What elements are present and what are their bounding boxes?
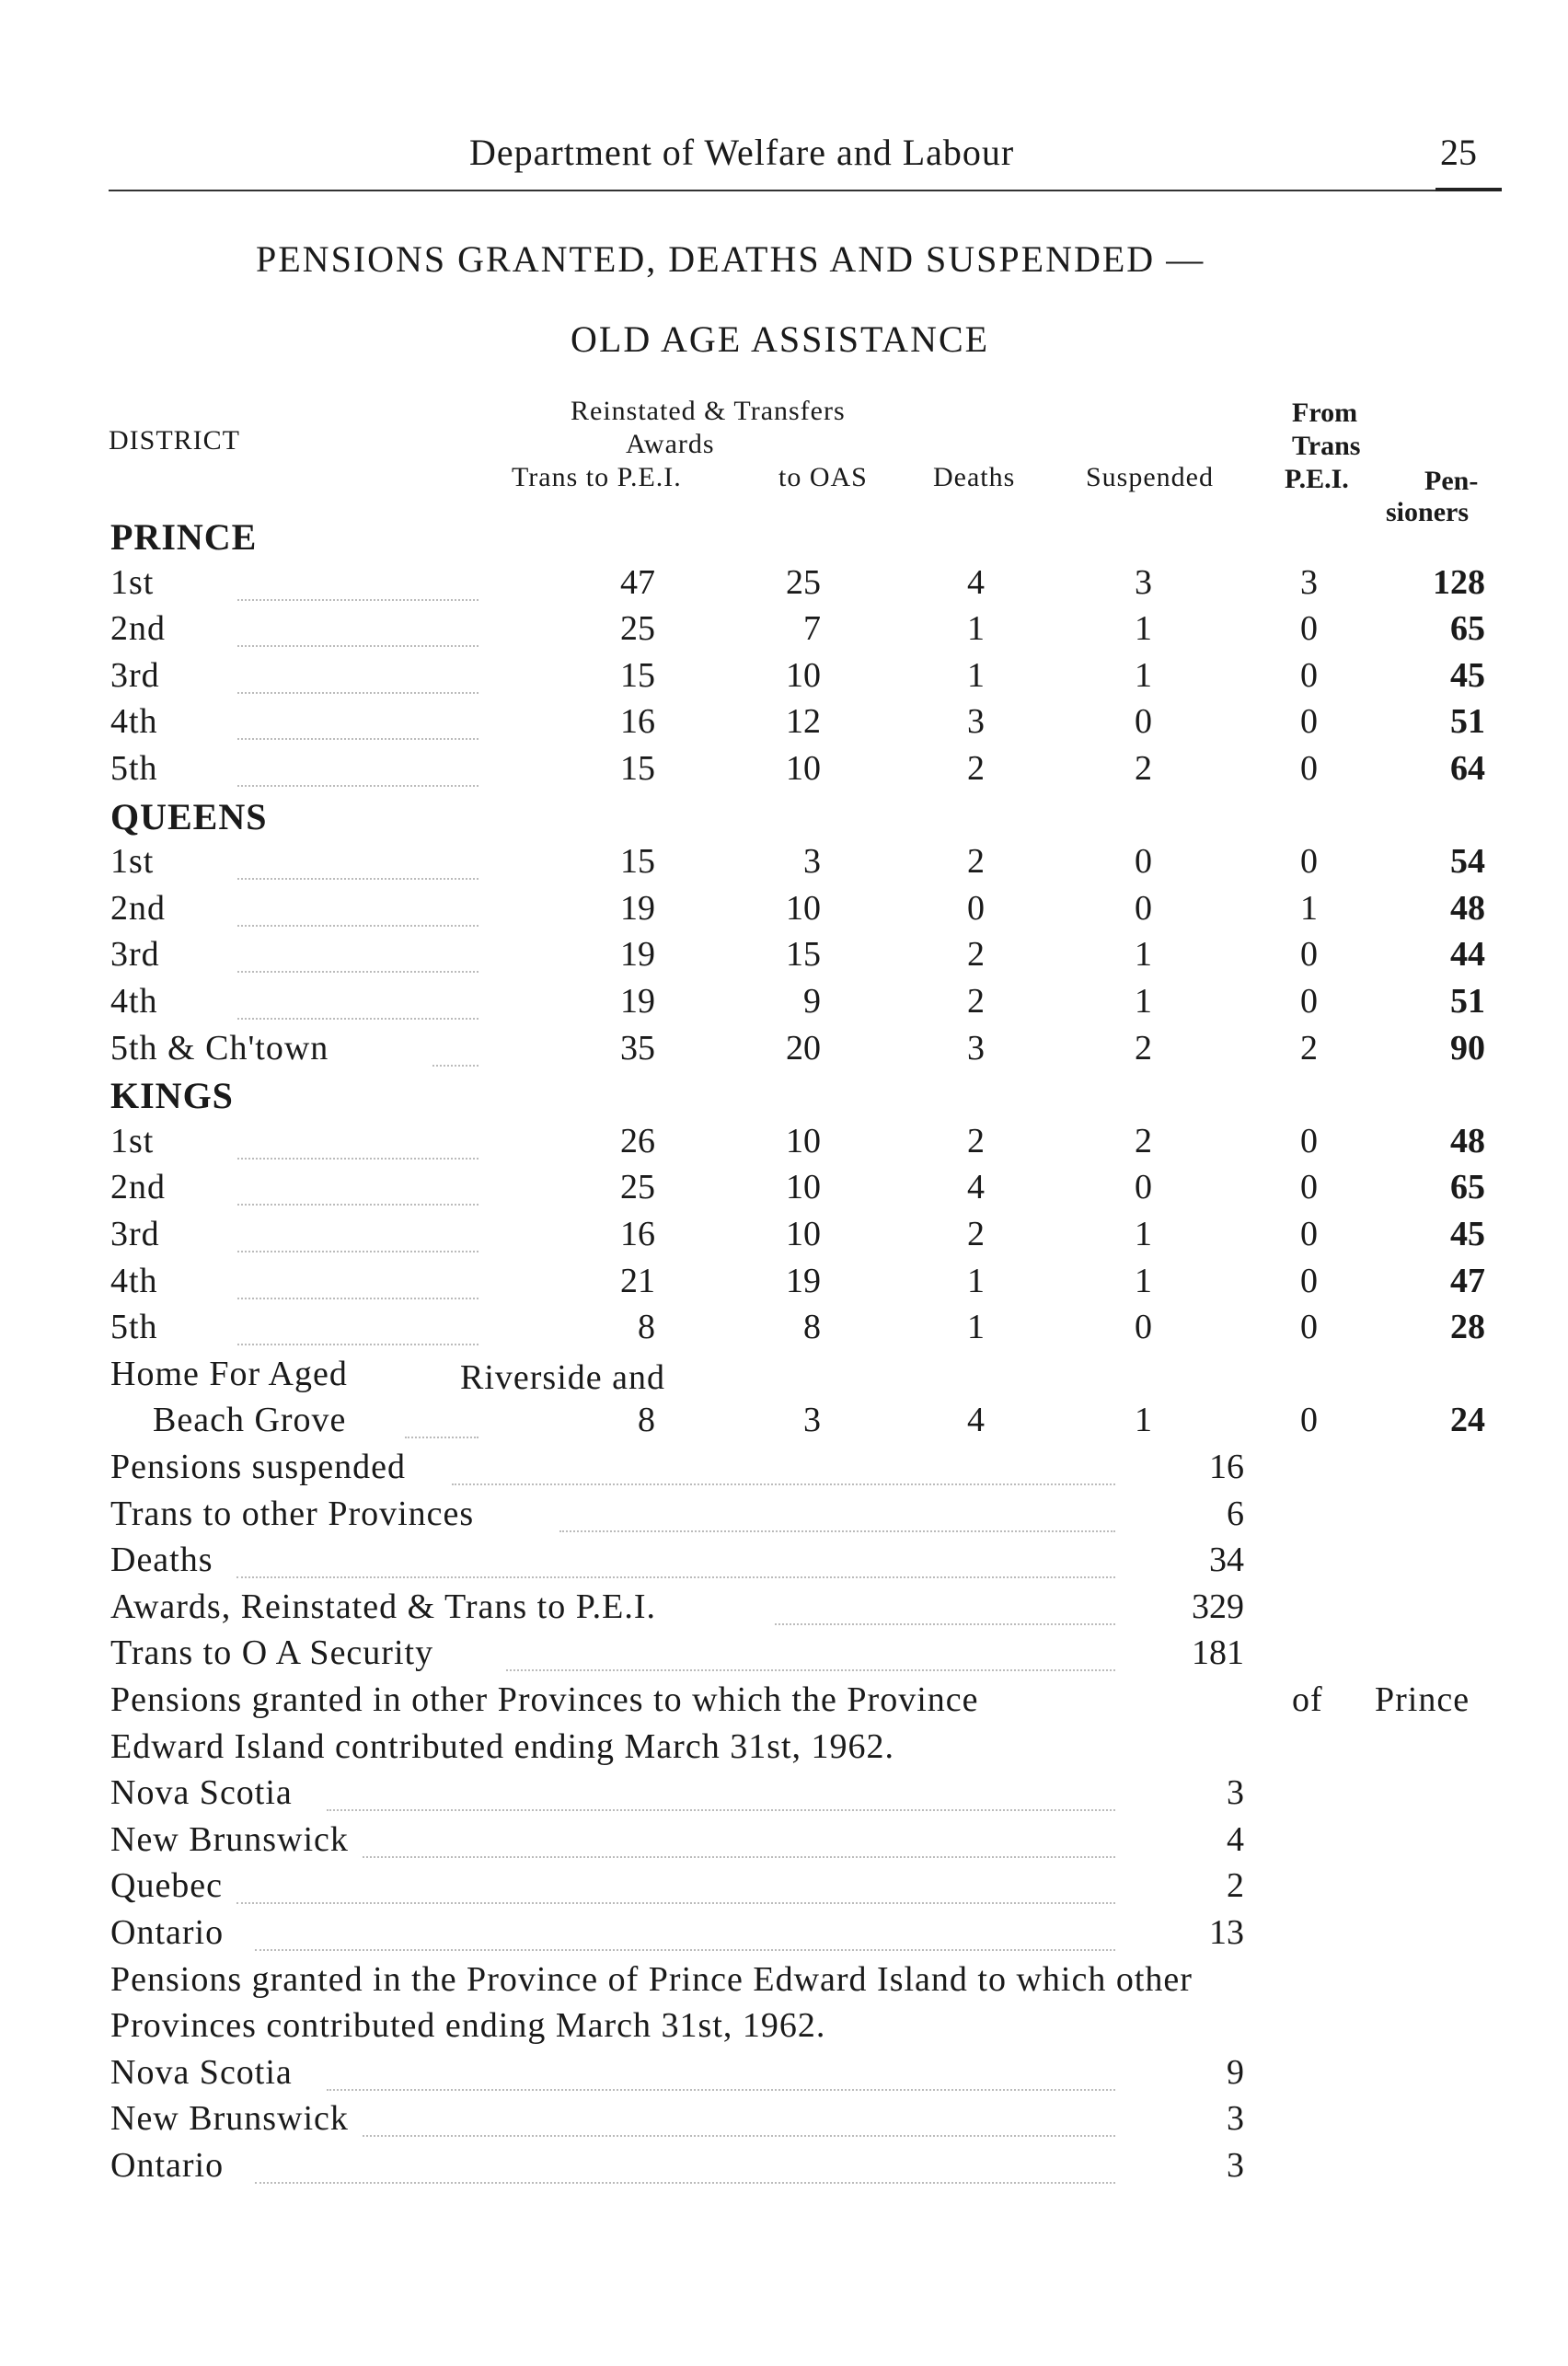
table-cell: 0 xyxy=(1300,702,1318,742)
leader-dots xyxy=(237,878,478,880)
leader-dots xyxy=(363,2135,1116,2137)
column-header-group: Reinstated & Transfers xyxy=(571,396,846,426)
table-cell: 48 xyxy=(1450,888,1485,928)
column-header-to-oas: to OAS xyxy=(778,462,868,492)
table-cell: 16 xyxy=(620,1215,655,1253)
section-heading: KINGS xyxy=(110,1075,234,1117)
table-cell: 1 xyxy=(967,655,985,695)
row-label: 2nd xyxy=(110,888,166,928)
table-cell: 0 xyxy=(1300,935,1318,975)
section-heading: PRINCE xyxy=(110,516,258,558)
table-cell: 0 xyxy=(1135,888,1152,928)
leader-dots xyxy=(327,1809,1116,1811)
table-cell: 19 xyxy=(620,982,655,1021)
summary-label: Trans to O A Security xyxy=(110,1633,434,1673)
paragraph-text: Provinces contributed ending March 31st, 1962. xyxy=(110,2006,826,2046)
row-label: 2nd xyxy=(110,609,166,649)
column-header-district: DISTRICT xyxy=(109,425,240,456)
table-cell: 0 xyxy=(1300,982,1318,1021)
summary-label: Ontario xyxy=(110,1913,225,1952)
table-cell: 10 xyxy=(786,655,821,695)
table-cell: 0 xyxy=(1135,702,1152,742)
table-cell: 2 xyxy=(967,1215,985,1253)
leader-dots xyxy=(237,738,478,740)
table-cell: 15 xyxy=(620,842,655,882)
table-cell: 9 xyxy=(803,982,821,1021)
table-cell: 2 xyxy=(1135,1121,1152,1160)
table-cell: 0 xyxy=(1300,1308,1318,1347)
row-label: 1st xyxy=(110,1121,155,1160)
table-cell: 0 xyxy=(1300,749,1318,788)
header-rule-accent xyxy=(1435,188,1502,191)
table-cell: 15 xyxy=(620,749,655,788)
column-header-pen: Pen- xyxy=(1424,466,1479,496)
leader-dots xyxy=(327,2089,1116,2091)
table-cell: 1 xyxy=(967,1261,985,1300)
leader-dots xyxy=(775,1623,1115,1625)
table-cell: 10 xyxy=(786,749,821,788)
summary-label: Awards, Reinstated & Trans to P.E.I. xyxy=(110,1587,657,1626)
summary-value: 9 xyxy=(1227,2052,1244,2092)
table-cell: 10 xyxy=(786,888,821,928)
table-cell: 0 xyxy=(1135,842,1152,882)
table-cell: 21 xyxy=(620,1261,655,1300)
leader-dots xyxy=(363,1856,1116,1858)
leader-dots xyxy=(432,1065,478,1067)
table-cell: 0 xyxy=(1300,1168,1318,1207)
table-cell: 45 xyxy=(1450,1215,1485,1253)
table-title-line1: PENSIONS GRANTED, DEATHS AND SUSPENDED — xyxy=(256,238,1205,280)
column-header-deaths: Deaths xyxy=(933,462,1016,492)
table-cell: 3 xyxy=(967,1028,985,1068)
table-cell: 128 xyxy=(1433,562,1485,602)
row-label: 3rd xyxy=(110,1215,160,1253)
table-cell: 3 xyxy=(967,702,985,742)
table-cell: 15 xyxy=(786,935,821,975)
row-label: 4th xyxy=(110,702,158,742)
table-cell: 44 xyxy=(1450,935,1485,975)
summary-value: 34 xyxy=(1209,1541,1244,1580)
row-label: Home For Aged xyxy=(110,1354,348,1393)
summary-label: New Brunswick xyxy=(110,1819,349,1859)
table-cell: 8 xyxy=(638,1308,655,1347)
table-cell: 4 xyxy=(967,562,985,602)
table-cell: 3 xyxy=(1300,562,1318,602)
table-cell: 0 xyxy=(1135,1168,1152,1207)
table-cell: 1 xyxy=(1135,1401,1152,1440)
row-label: 3rd xyxy=(110,935,160,975)
paragraph-text: Edward Island contributed ending March 31st, 1962. xyxy=(110,1726,895,1766)
table-title-line2: OLD AGE ASSISTANCE xyxy=(571,318,990,360)
summary-value: 181 xyxy=(1192,1633,1244,1673)
leader-dots xyxy=(255,1949,1116,1951)
summary-value: 6 xyxy=(1227,1494,1244,1533)
table-cell: 47 xyxy=(1450,1261,1485,1300)
table-cell: 19 xyxy=(620,888,655,928)
table-cell: 24 xyxy=(1450,1401,1485,1440)
summary-value: 13 xyxy=(1209,1913,1244,1952)
table-cell: 0 xyxy=(1300,1261,1318,1300)
summary-value: 2 xyxy=(1227,1866,1244,1906)
table-cell: 0 xyxy=(1300,1401,1318,1440)
table-cell: 0 xyxy=(1300,1215,1318,1253)
paragraph-text: Pensions granted in other Provinces to which the Province xyxy=(110,1680,979,1719)
table-cell: 1 xyxy=(1135,1261,1152,1300)
table-cell: 2 xyxy=(1135,1028,1152,1068)
table-cell: 65 xyxy=(1450,1168,1485,1207)
leader-dots xyxy=(237,692,478,694)
table-cell: 2 xyxy=(967,935,985,975)
leader-dots xyxy=(237,785,478,787)
leader-dots xyxy=(559,1530,1115,1532)
table-cell: 45 xyxy=(1450,655,1485,695)
table-cell: 3 xyxy=(803,1401,821,1440)
leader-dots xyxy=(236,1902,1115,1904)
row-label: 4th xyxy=(110,1261,158,1300)
leader-dots xyxy=(237,1204,478,1206)
row-label: 2nd xyxy=(110,1168,166,1207)
table-cell: 25 xyxy=(786,562,821,602)
leader-dots xyxy=(237,971,478,973)
table-cell: 12 xyxy=(786,702,821,742)
leader-dots xyxy=(237,1344,478,1345)
summary-label: Ontario xyxy=(110,2146,225,2185)
column-header-trans-to-pei: Trans to P.E.I. xyxy=(512,462,682,492)
row-label: 3rd xyxy=(110,655,160,695)
table-cell: 25 xyxy=(620,609,655,649)
running-header-title: Department of Welfare and Labour xyxy=(469,132,1015,173)
table-cell: 1 xyxy=(1300,888,1318,928)
summary-value: 4 xyxy=(1227,1819,1244,1859)
leader-dots xyxy=(237,1158,478,1160)
table-cell: 1 xyxy=(967,609,985,649)
table-cell: 8 xyxy=(638,1401,655,1440)
table-cell: 2 xyxy=(1135,749,1152,788)
table-cell: 4 xyxy=(967,1401,985,1440)
column-header-trans: Trans xyxy=(1292,431,1361,461)
table-cell: 54 xyxy=(1450,842,1485,882)
table-cell: 1 xyxy=(1135,655,1152,695)
leader-dots xyxy=(237,599,478,601)
table-cell: 3 xyxy=(1135,562,1152,602)
leader-dots xyxy=(452,1483,1115,1485)
column-header-from: From xyxy=(1292,398,1358,428)
row-label: 1st xyxy=(110,842,155,882)
leader-dots xyxy=(237,1251,478,1252)
table-cell: 19 xyxy=(786,1261,821,1300)
column-header-sioners: sioners xyxy=(1386,497,1469,527)
column-header-awards: Awards xyxy=(626,429,715,459)
table-cell: 2 xyxy=(967,842,985,882)
table-cell: 1 xyxy=(1135,982,1152,1021)
row-label: 5th & Ch'town xyxy=(110,1028,329,1068)
summary-label: Trans to other Provinces xyxy=(110,1494,475,1533)
summary-value: 16 xyxy=(1209,1448,1244,1486)
table-cell: 47 xyxy=(620,562,655,602)
table-cell: 7 xyxy=(803,609,821,649)
paragraph-text: Prince xyxy=(1375,1680,1470,1719)
header-rule xyxy=(109,190,1500,191)
table-cell: 0 xyxy=(1135,1308,1152,1347)
summary-label: Quebec xyxy=(110,1866,224,1906)
leader-dots xyxy=(237,1298,478,1299)
table-cell: 10 xyxy=(786,1121,821,1160)
summary-value: 3 xyxy=(1227,2099,1244,2139)
row-label-suffix: Riverside and xyxy=(460,1357,666,1397)
table-cell: 1 xyxy=(967,1308,985,1347)
summary-label: Deaths xyxy=(110,1541,213,1580)
table-cell: 1 xyxy=(1135,609,1152,649)
summary-value: 3 xyxy=(1227,1773,1244,1813)
table-cell: 0 xyxy=(1300,655,1318,695)
table-cell: 0 xyxy=(1300,1121,1318,1160)
paragraph-text: Pensions granted in the Province of Prince Edward Island to which other xyxy=(110,1959,1193,1999)
table-cell: 2 xyxy=(967,982,985,1021)
table-cell: 2 xyxy=(1300,1028,1318,1068)
row-label: 4th xyxy=(110,982,158,1021)
table-cell: 48 xyxy=(1450,1121,1485,1160)
section-heading: QUEENS xyxy=(110,795,268,837)
table-cell: 26 xyxy=(620,1121,655,1160)
leader-dots xyxy=(405,1437,478,1438)
leader-dots xyxy=(236,1576,1115,1578)
table-cell: 90 xyxy=(1450,1028,1485,1068)
table-cell: 35 xyxy=(620,1028,655,1068)
table-cell: 3 xyxy=(803,842,821,882)
table-cell: 8 xyxy=(803,1308,821,1347)
table-cell: 10 xyxy=(786,1168,821,1207)
summary-label: New Brunswick xyxy=(110,2099,349,2139)
summary-label: Nova Scotia xyxy=(110,2052,293,2092)
table-cell: 51 xyxy=(1450,702,1485,742)
table-cell: 0 xyxy=(967,888,985,928)
table-cell: 51 xyxy=(1450,982,1485,1021)
row-label: 5th xyxy=(110,749,158,788)
table-cell: 0 xyxy=(1300,842,1318,882)
row-label: 1st xyxy=(110,562,155,602)
leader-dots xyxy=(506,1669,1116,1671)
column-header-pei: P.E.I. xyxy=(1285,464,1349,494)
table-cell: 1 xyxy=(1135,935,1152,975)
table-cell: 28 xyxy=(1450,1308,1485,1347)
table-cell: 65 xyxy=(1450,609,1485,649)
row-label: Beach Grove xyxy=(153,1401,347,1440)
row-label: 5th xyxy=(110,1308,158,1347)
column-header-suspended: Suspended xyxy=(1086,462,1214,492)
summary-label: Pensions suspended xyxy=(110,1448,406,1486)
leader-dots xyxy=(255,2182,1116,2184)
table-cell: 19 xyxy=(620,935,655,975)
table-cell: 2 xyxy=(967,1121,985,1160)
table-cell: 4 xyxy=(967,1168,985,1207)
table-cell: 64 xyxy=(1450,749,1485,788)
table-cell: 2 xyxy=(967,749,985,788)
table-cell: 25 xyxy=(620,1168,655,1207)
leader-dots xyxy=(237,1018,478,1020)
table-cell: 1 xyxy=(1135,1215,1152,1253)
table-cell: 0 xyxy=(1300,609,1318,649)
summary-value: 329 xyxy=(1192,1587,1244,1626)
paragraph-text: of xyxy=(1292,1680,1323,1719)
leader-dots xyxy=(237,645,478,647)
table-cell: 15 xyxy=(620,655,655,695)
table-cell: 20 xyxy=(786,1028,821,1068)
table-cell: 10 xyxy=(786,1215,821,1253)
summary-value: 3 xyxy=(1227,2146,1244,2185)
page-number: 25 xyxy=(1440,132,1477,173)
leader-dots xyxy=(237,925,478,927)
table-cell: 16 xyxy=(620,702,655,742)
summary-label: Nova Scotia xyxy=(110,1773,293,1813)
